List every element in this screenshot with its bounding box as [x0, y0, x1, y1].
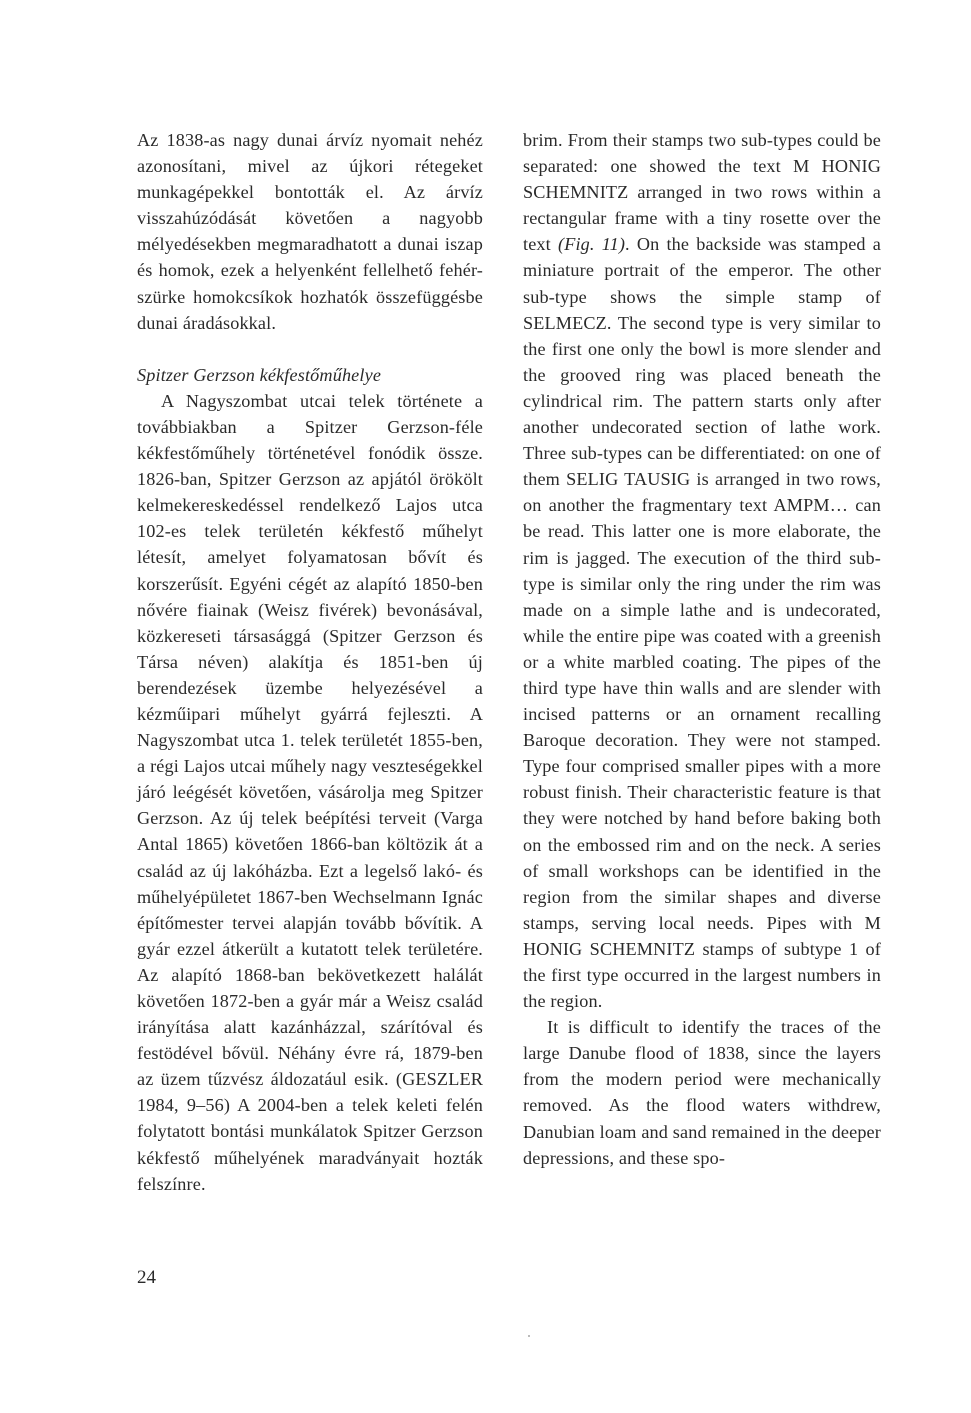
pipe-types-text-end: . On the backside was stamped a miniature portrait of the emperor. The other sub-type shows the simple stamp of SELMECZ. The second type is very similar to the first one only the bowl is more slender and the grooved ring was placed beneath the cylindrical rim. The pattern starts only after another undecorated section of lathe work. Three sub-types can be differentiated: on one of them SELIG TAUSIG is arranged in two rows, on another the fragmentary text AMPM… can be read. This latter one is more elaborate, the rim is jagged. The execution of the third sub-type is similar only the ring under the rim was made on a simple lathe and is undecorated, while the entire pipe was coated with a greenish or a white marbled coating. The pipes of the third type have thin walls and are slender with incised patterns or an ornament recalling Baroque decoration. They were not stamped. Type four comprised smaller pipes with a more robust finish. Their characteristic feature is that they were notched by hand before baking both on the embossed rim and on the neck. A series of small workshops can be identified in the region from the similar shapes and diverse stamps, serving local needs. Pipes with M HONIG SCHEMNITZ stamps of subtype 1 of the first type occurred in the largest numbers in the region.	[523, 234, 881, 1012]
english-flood-paragraph: It is difficult to identify the traces of the large Danube flood of 1838, since the layers from the modern period were mechanically removed. As the flood waters withdrew, Danubian loam and sand remained in the deeper depressions, and these spo-	[523, 1017, 881, 1168]
hungarian-flood-paragraph: Az 1838-as nagy dunai árvíz nyomait nehéz azonosítani, mivel az újkori rétegeket munkagépekkel bontották el. Az árvíz visszahúzódását követően a nagyobb mélyedésekben megmaradhatott a dunai iszap és homok, ezek a helyenként fellelhető fehér-szürke homokcsíkok hozhatók összefüggésbe dunai áradásokkal.	[137, 130, 483, 333]
page-number: 24	[137, 1267, 156, 1288]
right-column	[523, 127, 881, 1171]
left-column	[137, 127, 483, 1197]
section-heading: Spitzer Gerzson kékfestőműhelye	[137, 364, 382, 385]
spitzer-history-paragraph: A Nagyszombat utcai telek története a továbbiakban a Spitzer Gerzson-féle kékfestőműhely történetével fonódik össze. 1826-ban, Spitzer Gerzson az apjától örökölt kelmekereskedéssel rendelkező Lajos utca 102-es telek területén kékfestő műhelyt létesít, amelyet folyamatosan bővít és korszerűsít. Egyéni cégét az alapító 1850-ben nővére fiainak (Weisz fivérek) bevonásával, közkereseti társasággá (Spitzer Gerzson és Társa néven) alakítja és 1851-ben új berendezések üzembe helyezésével a kézműipari műhelyt gyárrá fejleszti. A Nagyszombat utca 1. telek területét 1855-ben, a régi Lajos utcai műhely nagy veszteségekkel járó leégését követően, vásárolja meg Spitzer Gerzson. Az új telek beépítési terveit (Varga Antal 1865) követően 1866-ban költözik át a család az új lakóházba. Ezt a legelső lakó- és műhelyépületet 1867-ben Wechselmann Ignác építőmester tervei alapján tovább bővítik. A gyár ezzel átkerült a kutatott telek területére. Az alapító 1868-ban bekövetkezett halálát követően 1872-ben a gyár már a Weisz család irányítása alatt kazánházzal, szárítóval és festödével bővül. Néhány évre rá, 1879-ben az üzem tűzvész áldozatául esik. (GESZLER 1984, 9–56) A 2004-ben a telek keleti felén folytatott bontási munkálatok Spitzer Gerzson kékfestő műhelyének maradványait hozták felszínre.	[137, 390, 483, 1194]
pipe-types-text-start: brim. From their stamps two sub-types could be separated: one showed the text M HONIG SCHEMNITZ arranged in two rows within a rectangular frame with a tiny rosette over the text	[523, 130, 881, 255]
figure-reference: (Fig. 11)	[557, 234, 626, 255]
pipe-types-paragraph	[523, 127, 881, 1014]
scan-artifact	[528, 1335, 530, 1337]
